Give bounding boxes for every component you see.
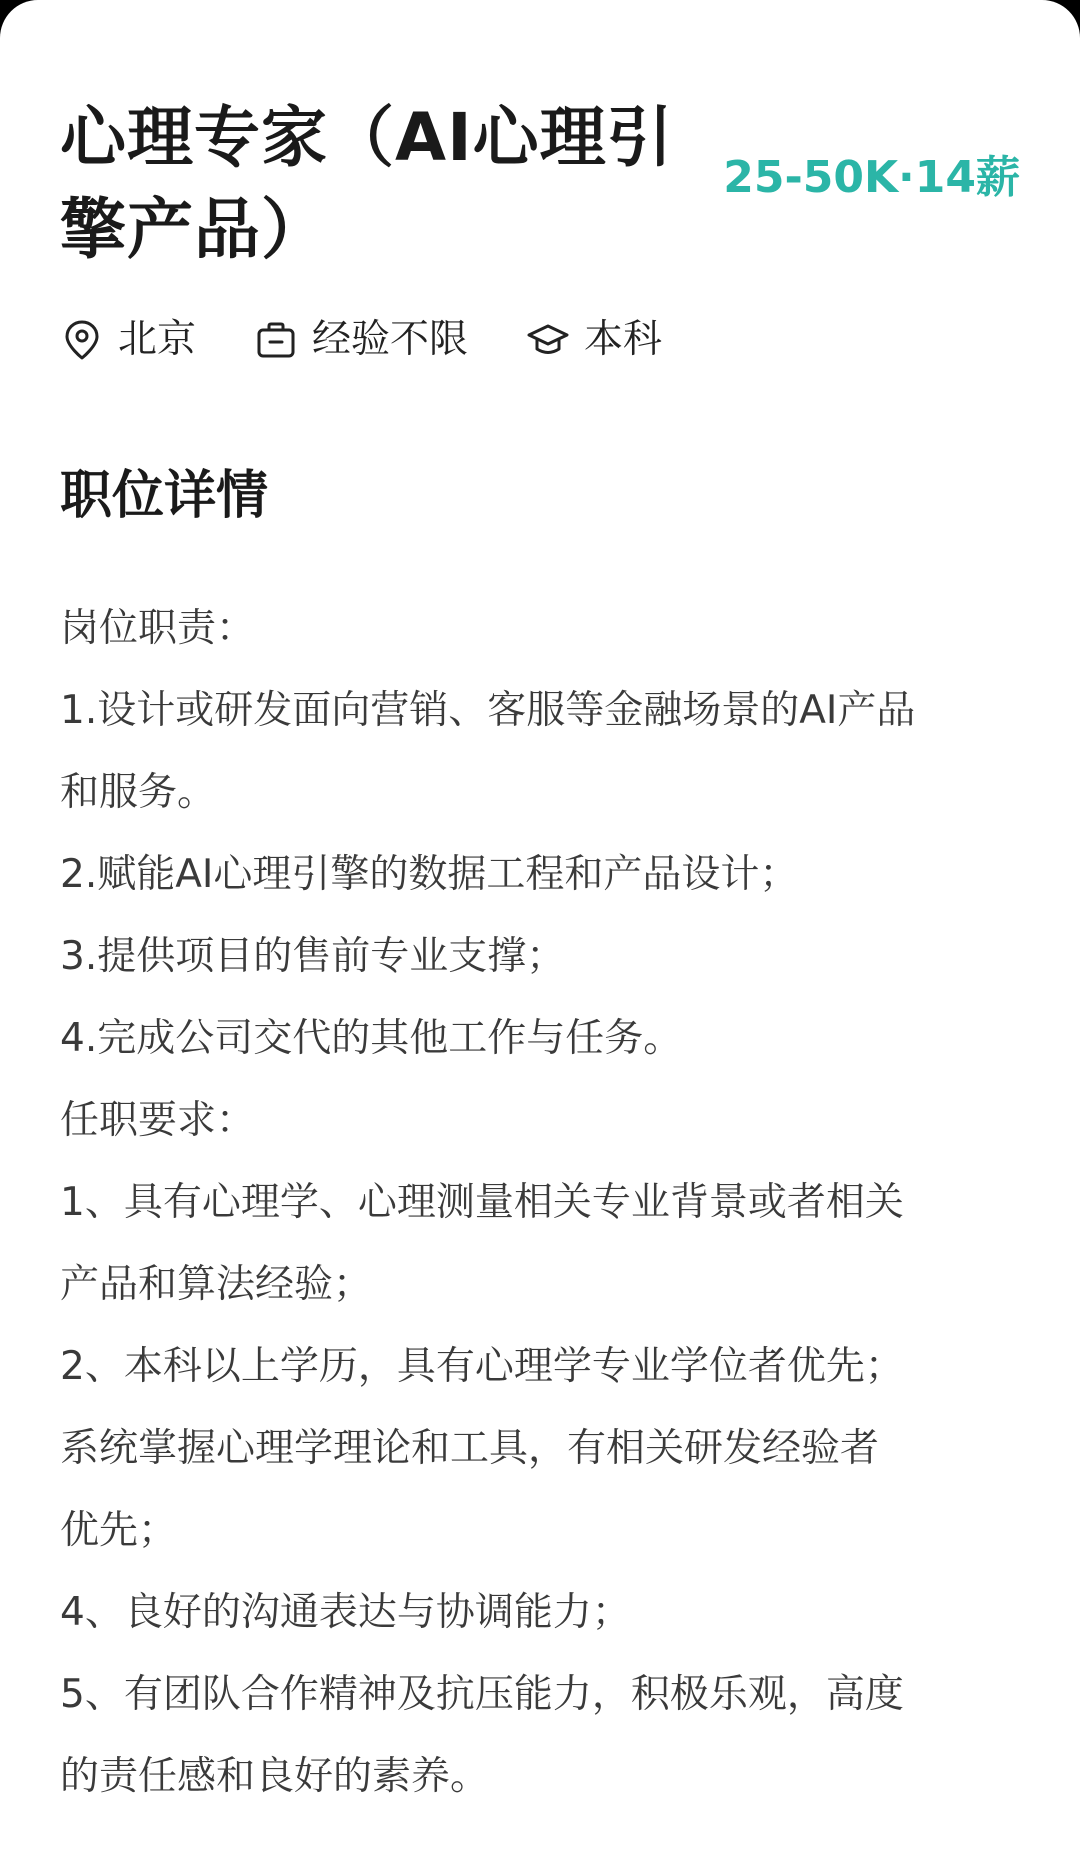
graduation-cap-icon [526, 318, 570, 362]
description-line: 岗位职责： [60, 606, 256, 651]
description-line: 2、本科以上学历，具有心理学专业学位者优先； [60, 1344, 904, 1389]
description-line: 3.提供项目的售前专业支撑； [60, 934, 566, 979]
tag-education-label: 本科 [584, 317, 663, 362]
description-line: 1.设计或研发面向营销、客服等金融场景的AI产品 [60, 688, 916, 733]
description-line: 4.完成公司交代的其他工作与任务。 [60, 1016, 683, 1061]
description-line: 产品和算法经验； [60, 1262, 373, 1307]
salary-label: 25-50K·14薪 [723, 152, 1020, 203]
description-line: 的责任感和良好的素养。 [60, 1754, 490, 1799]
tag-education [526, 314, 662, 366]
job-title-line-1: 心理专家（AI心理引 [60, 99, 674, 176]
briefcase-icon [254, 318, 298, 362]
tag-experience [254, 314, 468, 366]
tag-experience-label: 经验不限 [312, 317, 469, 362]
description-line: 优先； [60, 1508, 178, 1553]
description-line: 5、有团队合作精神及抗压能力，积极乐观，高度 [60, 1672, 904, 1717]
job-header [60, 92, 1020, 272]
job-tags [60, 312, 720, 368]
description-line: 任职要求： [60, 1098, 256, 1143]
description-line: 和服务。 [60, 770, 217, 815]
job-description [60, 588, 1020, 1818]
description-line: 1、具有心理学、心理测量相关专业背景或者相关 [60, 1180, 904, 1225]
section-title-job-details: 职位详情 [60, 466, 269, 526]
description-line: 4、良好的沟通表达与协调能力； [60, 1590, 631, 1635]
job-title [60, 92, 710, 276]
tag-location [60, 314, 196, 366]
tag-location-label: 北京 [118, 317, 197, 362]
description-line: 系统掌握心理学理论和工具，有相关研发经验者 [60, 1426, 880, 1471]
job-title-line-2: 擎产品） [60, 191, 328, 268]
description-line: 2.赋能AI心理引擎的数据工程和产品设计； [60, 852, 799, 897]
location-pin-icon [60, 318, 104, 362]
